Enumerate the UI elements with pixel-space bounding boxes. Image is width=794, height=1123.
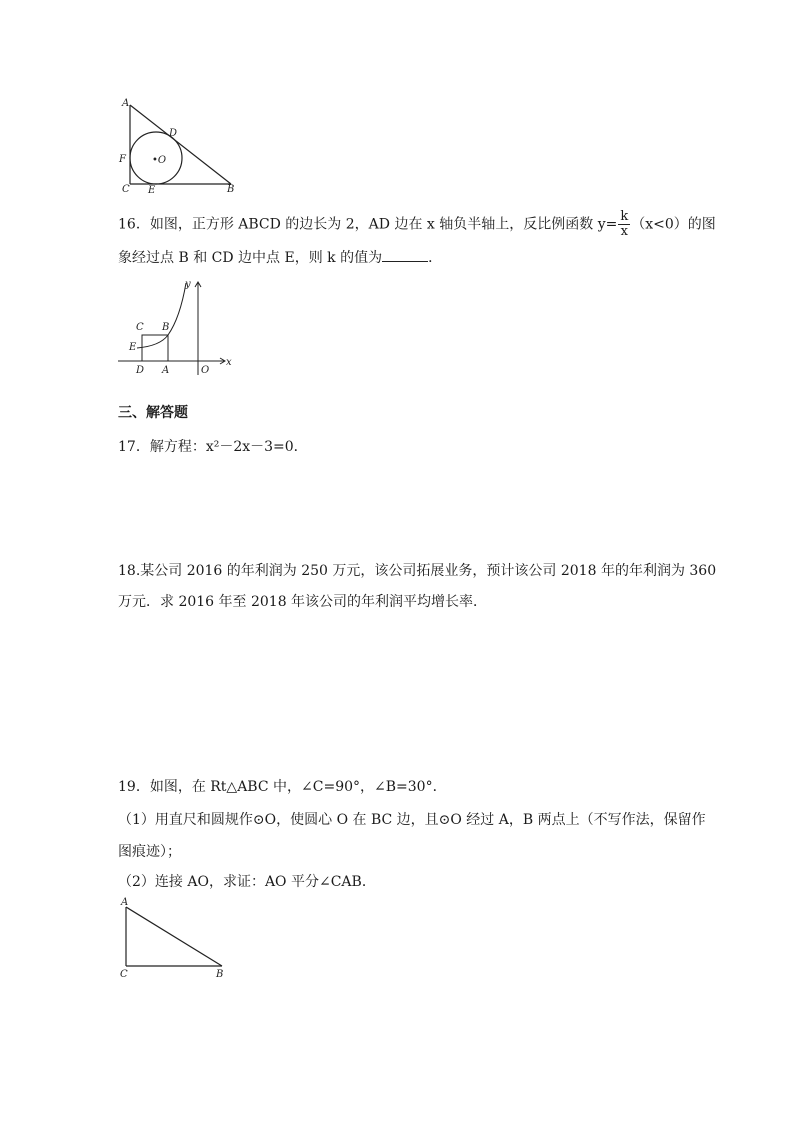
question-19-part1-line1: （1）用直尺和圆规作⊙O，使圆心 O 在 BC 边，且⊙O 经过 A，B 两点上（不写作法，保留作 [118,812,706,828]
question-19-stem: 19．如图，在 Rt△ABC 中，∠C=90°，∠B=30°． [118,779,447,795]
q16-line2-a: 象经过点 B 和 CD 边中点 E，则 k 的值为 [118,250,383,266]
label-e: E [129,342,137,353]
label-y: y [185,279,191,290]
label-b: B [216,969,224,980]
section-heading: 三、解答题 [118,405,188,421]
question-19-part1-line2: 图痕迹）； [118,844,181,860]
label-b: B [162,322,170,333]
label-e: E [148,185,156,196]
answer-blank[interactable] [382,247,428,262]
question-18-line2: 万元．求 2016 年至 2018 年该公司的年利润平均增长率． [118,594,488,610]
label-d: D [169,128,178,139]
hyperbola-curve [137,283,186,348]
label-o: O [201,365,210,376]
label-c: C [136,322,144,333]
label-c: C [120,969,128,980]
q16-text-a: 16．如图，正方形 ABCD 的边长为 2，AD 边在 x 轴负半轴上，反比例函数 y= [118,216,618,233]
k-over-x-fraction [618,210,630,239]
label-a: A [121,897,129,908]
question-17: 17．解方程：x²－2x－3=0． [118,439,308,455]
side-ab [130,105,231,184]
label-c: C [122,184,130,195]
label-d: D [136,365,145,376]
question-18-line1: 18.某公司 2016 的年利润为 250 万元，该公司拓展业务，预计该公司 2018 年的年利润为 360 [118,563,717,579]
question-16-line1 [118,210,716,239]
fraction-numerator: k [620,209,629,224]
label-o: •O [152,155,167,166]
label-b: B [227,184,235,195]
label-f: F [119,154,126,165]
fraction-denominator: x [620,224,628,239]
question-19-part2: （2）连接 AO，求证：AO 平分∠CAB． [118,874,376,890]
triangle-incircle-figure [112,96,242,196]
hyperbola-square-figure [115,278,240,378]
label-a: A [162,365,170,376]
label-x: x [226,357,232,368]
label-a: A [122,98,130,109]
question-16-line2 [118,247,442,268]
q16-line2-b: ． [428,250,443,266]
right-triangle-figure [115,893,235,983]
side-ab [126,907,222,966]
q16-text-b: （x<0）的图 [631,216,716,233]
